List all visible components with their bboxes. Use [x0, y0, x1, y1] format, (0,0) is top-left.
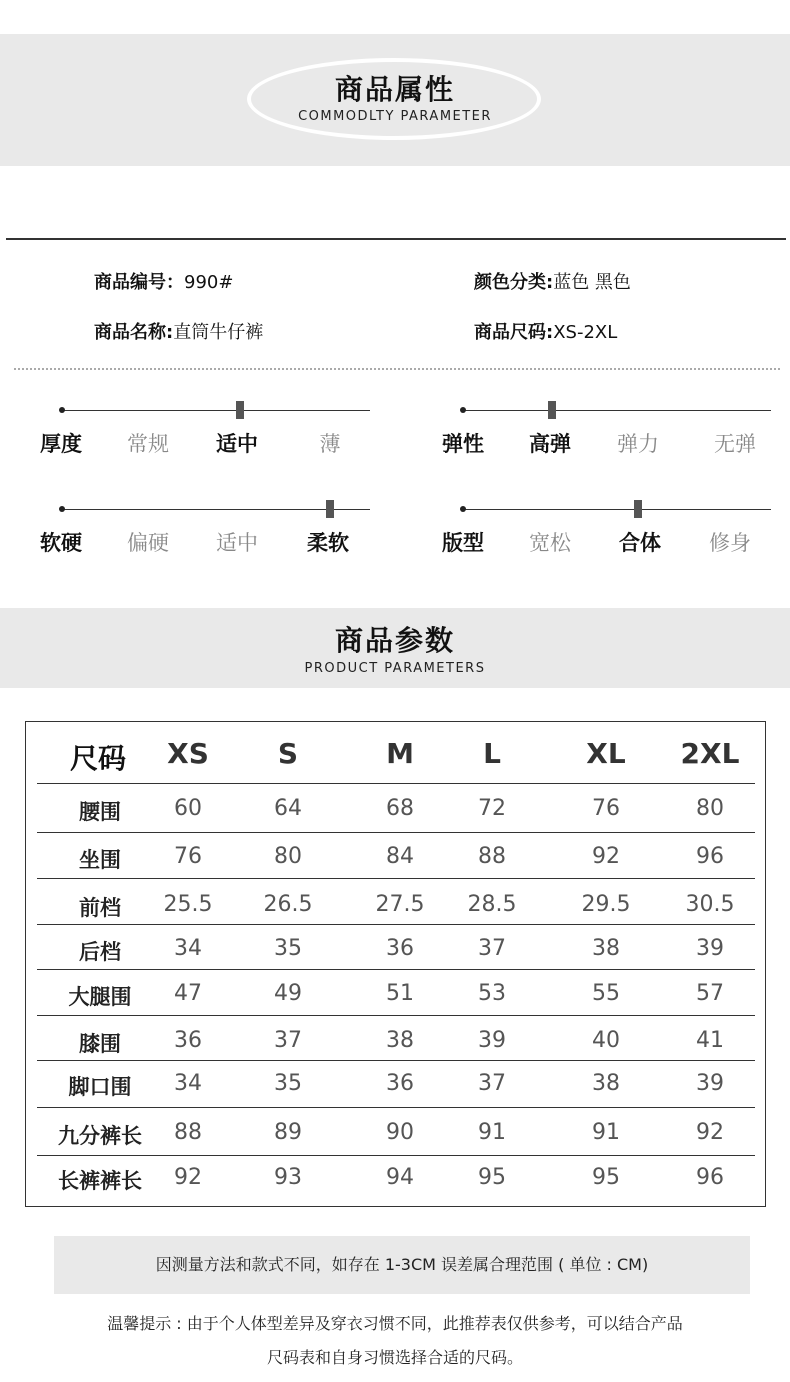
table-cell: 39 — [478, 1028, 506, 1053]
table-cell: 80 — [696, 796, 724, 821]
product-code — [94, 268, 233, 294]
scale-marker — [548, 401, 556, 419]
table-cell: 60 — [174, 796, 202, 821]
table-cell: 93 — [274, 1165, 302, 1190]
table-cell: 76 — [174, 844, 202, 869]
table-cell: 26.5 — [263, 892, 313, 917]
scale-option: 常规 — [127, 432, 169, 456]
table-row-label: 坐围 — [79, 848, 121, 872]
table-cell: 80 — [274, 844, 302, 869]
table-cell: 35 — [274, 1071, 302, 1096]
table-header-cell: XL — [586, 737, 626, 770]
table-cell: 89 — [274, 1120, 302, 1145]
scale-option: 柔软 — [307, 531, 349, 555]
scale-name: 弹性 — [442, 432, 484, 456]
scale-name: 版型 — [442, 531, 484, 555]
table-cell: 37 — [478, 936, 506, 961]
scale-start-dot — [460, 506, 466, 512]
table-row-label: 脚口围 — [68, 1075, 132, 1099]
dotted-divider — [14, 368, 780, 370]
table-cell: 41 — [696, 1028, 724, 1053]
table-row-label: 后档 — [79, 940, 121, 964]
table-cell: 92 — [696, 1120, 724, 1145]
size-value: XS-2XL — [553, 322, 618, 343]
table-row-label: 腰围 — [79, 800, 121, 824]
table-cell: 91 — [478, 1120, 506, 1145]
table-cell: 40 — [592, 1028, 620, 1053]
scale-option: 弹力 — [617, 432, 659, 456]
table-cell: 28.5 — [467, 892, 517, 917]
scale-line — [463, 509, 771, 510]
table-cell: 47 — [174, 981, 202, 1006]
table-row-label: 九分裤长 — [58, 1124, 142, 1148]
product-code-value: 990# — [184, 272, 234, 293]
scale-start-dot — [59, 506, 65, 512]
table-cell: 51 — [386, 981, 414, 1006]
size-label: 商品尺码: — [474, 322, 554, 343]
section-title: 商品属性 — [334, 73, 455, 106]
params-title: 商品参数 — [334, 624, 455, 657]
scale-marker — [326, 500, 334, 518]
scale-option: 薄 — [319, 432, 341, 456]
scale-start-dot — [460, 407, 466, 413]
table-cell: 53 — [478, 981, 506, 1006]
table-cell: 35 — [274, 936, 302, 961]
scale-line — [62, 410, 370, 411]
table-cell: 92 — [174, 1165, 202, 1190]
table-row-label: 膝围 — [79, 1032, 121, 1056]
table-cell: 36 — [174, 1028, 202, 1053]
divider-rule — [6, 238, 786, 240]
table-row-divider — [37, 924, 755, 925]
scale-name: 软硬 — [40, 531, 82, 555]
table-header-cell: 尺码 — [69, 742, 126, 775]
table-cell: 38 — [386, 1028, 414, 1053]
table-header-cell: S — [277, 737, 299, 770]
table-cell: 39 — [696, 1071, 724, 1096]
scale-option: 无弹 — [714, 432, 756, 456]
table-row-divider — [37, 1107, 755, 1108]
table-cell: 72 — [478, 796, 506, 821]
table-row-divider — [37, 878, 755, 879]
tip-line-1: 温馨提示 : 由于个人体型差异及穿衣习惯不同，此推荐表仅供参考，可以结合产品 — [107, 1314, 683, 1333]
table-cell: 27.5 — [375, 892, 425, 917]
color-category — [474, 268, 631, 294]
table-cell: 92 — [592, 844, 620, 869]
table-row-divider — [37, 832, 755, 833]
scale-option: 修身 — [709, 531, 751, 555]
scale-line — [463, 410, 771, 411]
table-header-cell: 2XL — [680, 737, 740, 770]
table-cell: 37 — [478, 1071, 506, 1096]
scale-option: 偏硬 — [127, 531, 169, 555]
table-cell: 96 — [696, 1165, 724, 1190]
scale-marker — [236, 401, 244, 419]
table-row-label: 大腿围 — [68, 985, 132, 1009]
product-name — [94, 318, 263, 344]
table-cell: 37 — [274, 1028, 302, 1053]
table-cell: 95 — [592, 1165, 620, 1190]
product-code-label: 商品编号： — [94, 272, 184, 293]
scale-option: 适中 — [216, 432, 258, 456]
product-name-value: 直筒牛仔裤 — [173, 322, 264, 343]
table-row-label: 前档 — [79, 896, 121, 920]
table-cell: 96 — [696, 844, 724, 869]
table-cell: 91 — [592, 1120, 620, 1145]
table-header-cell: L — [483, 737, 501, 770]
table-cell: 39 — [696, 936, 724, 961]
scale-line — [62, 509, 370, 510]
table-cell: 30.5 — [685, 892, 735, 917]
table-cell: 25.5 — [163, 892, 213, 917]
table-row-divider — [37, 969, 755, 970]
table-row-divider — [37, 1060, 755, 1061]
table-cell: 57 — [696, 981, 724, 1006]
scale-start-dot — [59, 407, 65, 413]
measurement-note: 因测量方法和款式不同，如存在 1-3CM 误差属合理范围 ( 单位 : CM) — [54, 1236, 750, 1294]
table-cell: 84 — [386, 844, 414, 869]
table-header-cell: M — [386, 737, 414, 770]
scale-option: 宽松 — [529, 531, 571, 555]
table-row-divider — [37, 1015, 755, 1016]
scale-option: 合体 — [619, 531, 661, 555]
table-cell: 36 — [386, 936, 414, 961]
scale-option: 适中 — [216, 531, 258, 555]
table-cell: 94 — [386, 1165, 414, 1190]
table-row-divider — [37, 783, 755, 784]
table-header-cell: XS — [167, 737, 209, 770]
table-cell: 88 — [478, 844, 506, 869]
table-cell: 34 — [174, 936, 202, 961]
table-cell: 95 — [478, 1165, 506, 1190]
table-cell: 38 — [592, 936, 620, 961]
table-cell: 90 — [386, 1120, 414, 1145]
table-cell: 68 — [386, 796, 414, 821]
scale-option: 高弹 — [529, 432, 571, 456]
color-value: 蓝色 黑色 — [553, 272, 631, 293]
section-subtitle: COMMODLTY PARAMETER — [298, 109, 492, 124]
table-cell: 29.5 — [581, 892, 631, 917]
scale-name: 厚度 — [40, 432, 82, 456]
table-cell: 34 — [174, 1071, 202, 1096]
table-cell: 38 — [592, 1071, 620, 1096]
table-cell: 64 — [274, 796, 302, 821]
tip-line-2: 尺码表和自身习惯选择合适的尺码。 — [266, 1348, 523, 1367]
product-name-label: 商品名称: — [94, 322, 174, 343]
table-row-divider — [37, 1155, 755, 1156]
color-label: 颜色分类: — [474, 272, 554, 293]
table-cell: 55 — [592, 981, 620, 1006]
table-row-label: 长裤裤长 — [58, 1169, 142, 1193]
params-subtitle: PRODUCT PARAMETERS — [304, 661, 486, 676]
table-cell: 88 — [174, 1120, 202, 1145]
scale-marker — [634, 500, 642, 518]
table-cell: 36 — [386, 1071, 414, 1096]
product-size — [474, 318, 617, 344]
table-cell: 49 — [274, 981, 302, 1006]
table-cell: 76 — [592, 796, 620, 821]
